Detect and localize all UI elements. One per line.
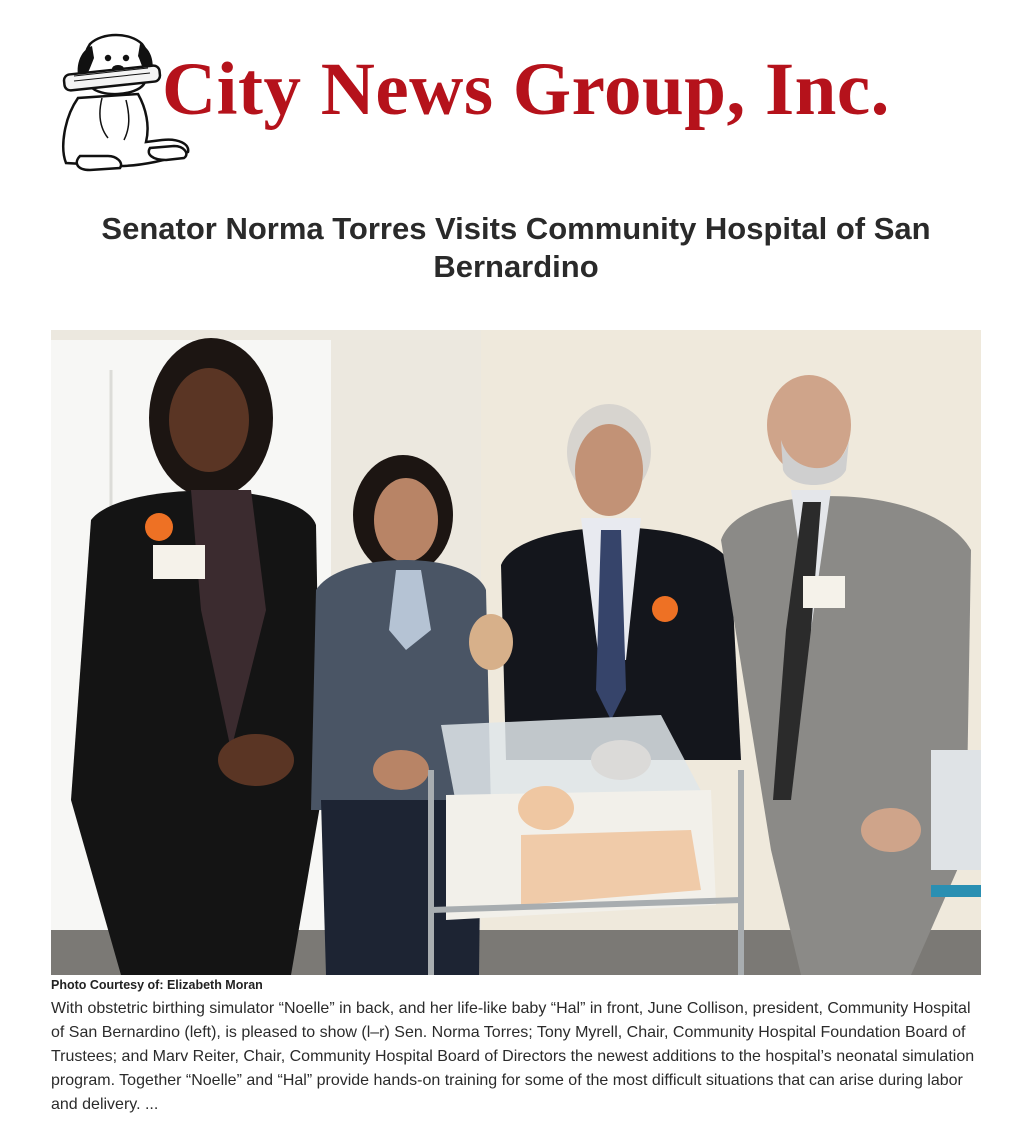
masthead [50, 28, 980, 174]
article-title: Senator Norma Torres Visits Community Hospital of San Bernardino [101, 211, 931, 284]
brand-name: City News Group, Inc. [162, 48, 890, 131]
photo-credit: Photo Courtesy of: Elizabeth Moran [51, 978, 263, 992]
article-photo [51, 330, 981, 975]
photo-caption: With obstetric birthing simulator “Noelle” in back, and her life-like baby “Hal” in front, June Collison, president, Community Hospital of San Bernardino (left), is pleased to show (l–r) Sen. Norma Torres; Tony Myrell, Chair, Community Hospital Foundation Board of Trustees; and Marv Reiter, Chair, Community Hospital Board of Directors the newest additions to the hospital’s neonatal simulation program. Together “Noelle” and “Hal” provide hands-on training for some of the most difficult situations that can arise during labor and delivery. ... [51, 1000, 975, 1113]
